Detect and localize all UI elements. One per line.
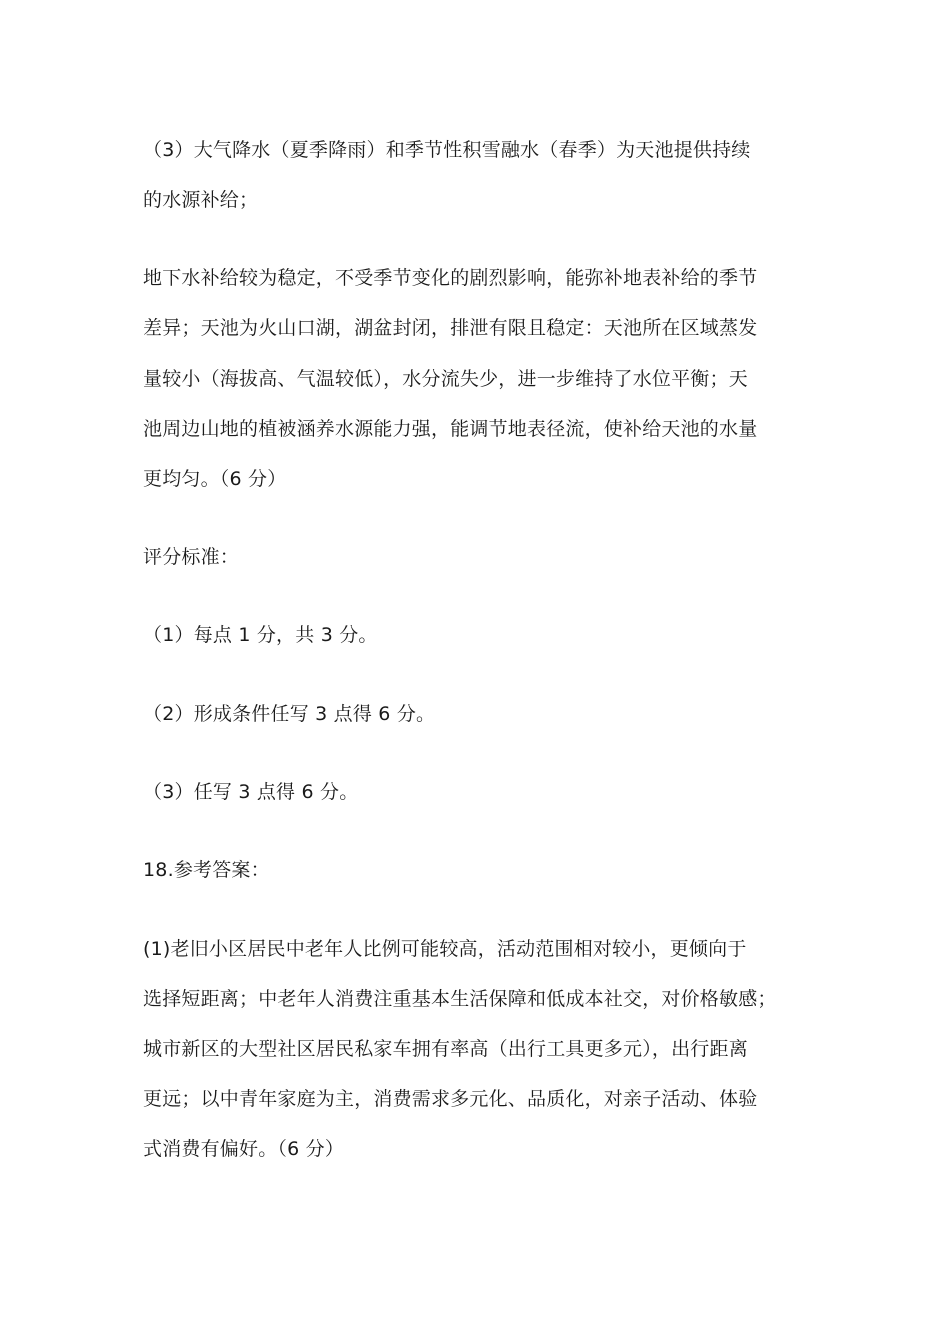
- scoring-item-2: （2）形成条件任写 3 点得 6 分。: [143, 703, 436, 725]
- scoring-item-1: （1）每点 1 分，共 3 分。: [143, 624, 378, 646]
- q18-line-2: 选择短距离；中老年人消费注重基本生活保障和低成本社交，对价格敏感；: [143, 988, 777, 1010]
- scoring-title: 评分标准：: [143, 546, 240, 568]
- paragraph2-line-4: 池周边山地的植被涵养水源能力强，能调节地表径流，使补给天池的水量: [143, 418, 758, 440]
- paragraph2-line-3: 量较小（海拔高、气温较低），水分流失少，进一步维持了水位平衡；天: [143, 368, 748, 390]
- paragraph2-line-5: 更均匀。（6 分）: [143, 468, 287, 490]
- section3-line-1: （3）大气降水（夏季降雨）和季节性积雪融水（春季）为天池提供持续: [143, 139, 751, 161]
- paragraph2-line-2: 差异；天池为火山口湖，湖盆封闭，排泄有限且稳定：天池所在区域蒸发: [143, 317, 758, 339]
- scoring-item-3: （3）任写 3 点得 6 分。: [143, 781, 359, 803]
- q18-line-4: 更远；以中青年家庭为主，消费需求多元化、品质化，对亲子活动、体验: [143, 1088, 758, 1110]
- section3-line-2: 的水源补给；: [143, 189, 259, 211]
- q18-line-5: 式消费有偏好。（6 分）: [143, 1138, 345, 1160]
- q18-line-1: (1)老旧小区居民中老年人比例可能较高，活动范围相对较小，更倾向于: [143, 938, 747, 960]
- paragraph2-line-1: 地下水补给较为稳定，不受季节变化的剧烈影响，能弥补地表补给的季节: [143, 267, 758, 289]
- q18-title: 18.参考答案：: [143, 859, 270, 881]
- q18-line-3: 城市新区的大型社区居民私家车拥有率高（出行工具更多元），出行距离: [143, 1038, 748, 1060]
